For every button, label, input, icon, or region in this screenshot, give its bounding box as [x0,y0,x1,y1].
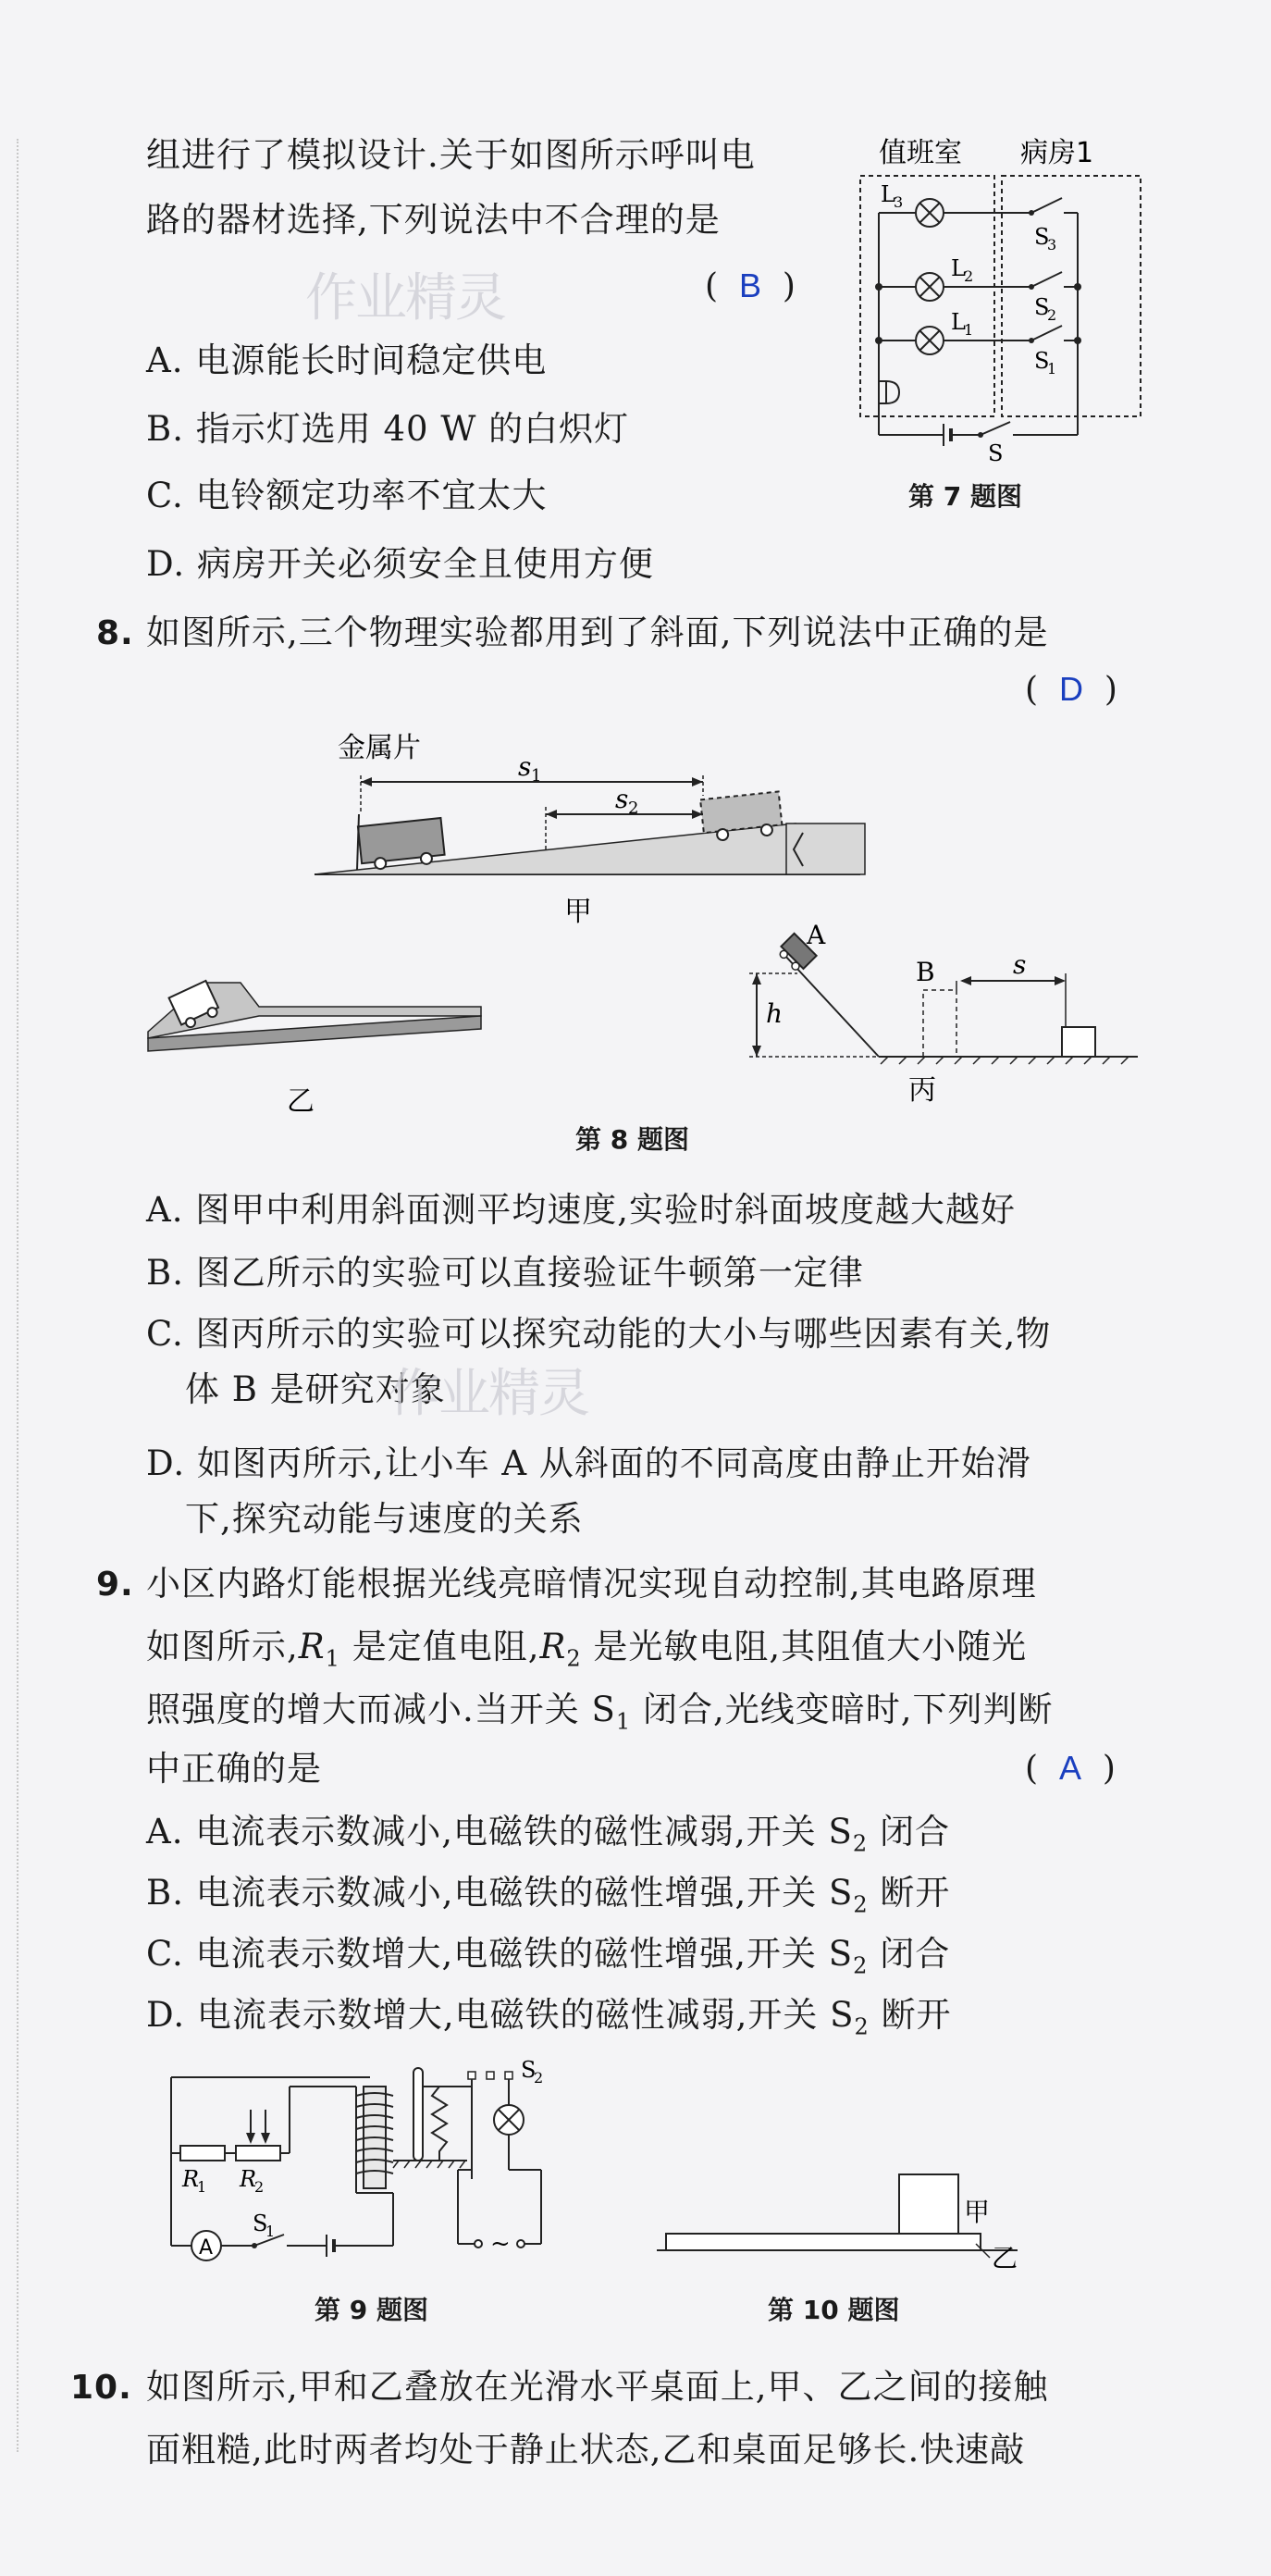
board-yi [666,2234,981,2250]
q7-line2: 路的器材选择,下列说法中不合理的是 [146,200,721,240]
svg-text:B: B [916,957,935,987]
svg-text:h: h [766,998,784,1029]
bing-incline [784,955,879,1057]
q8-answer-letter: D [1058,670,1083,708]
q9-answer: ( A ) [1025,1749,1116,1788]
svg-text:A: A [199,2236,214,2260]
spring [432,2087,447,2161]
figure-7-caption: 第 7 题图 [908,481,1022,512]
svg-text:乙: 乙 [992,2243,1018,2273]
switch-s3-icon [1031,198,1062,213]
svg-text:A: A [807,920,826,950]
resistor-r1 [180,2146,225,2161]
svg-text:S: S [253,2211,268,2236]
svg-text:2: 2 [254,2178,265,2196]
q10-number: 10. [70,2369,132,2407]
armature [413,2068,423,2161]
svg-text:1: 1 [964,321,974,339]
figure-8-yi [139,962,490,1120]
svg-text:2: 2 [964,267,974,285]
bell-icon [879,381,899,403]
svg-text:2: 2 [628,799,639,818]
q8-option-d: D. 如图丙所示,让小车 A 从斜面的不同高度由静止开始滑 [146,1443,1031,1483]
q9-line4: 中正确的是 [146,1749,322,1789]
svg-text:S: S [1034,348,1050,374]
figure-8-jia [305,722,879,935]
switch-s1-icon [1031,326,1062,341]
svg-text:L: L [951,255,966,281]
figure-9-circuit [162,2059,606,2299]
q9-option-d: D. 电流表示数增大,电磁铁的磁性减弱,开关 $S_2$ 断开 [146,1995,952,2040]
label-ward: 病房1 [1020,137,1094,169]
q7-option-a: A. 电源能长时间稳定供电 [146,341,548,380]
svg-text:1: 1 [1047,360,1057,378]
q10-line2: 面粗糙,此时两者均处于静止状态,乙和桌面足够长.快速敲 [146,2430,1026,2470]
watermark-2: 作业精灵 [389,1364,588,1424]
svg-text:3: 3 [894,193,904,211]
svg-text:3: 3 [1047,236,1057,254]
figure-8-caption: 第 8 题图 [575,1124,689,1155]
label-jia: 甲 [564,896,592,928]
q9-option-c: C. 电流表示数增大,电磁铁的磁性增强,开关 $S_2$ 闭合 [146,1934,951,1979]
q7-answer-letter: B [738,266,761,304]
svg-text:1: 1 [531,766,542,786]
metal-plate-label: 金属片 [338,732,421,764]
q8-option-b: B. 图乙所示的实验可以直接验证牛顿第一定律 [146,1253,864,1293]
q7-option-b: B. 指示灯选用 40 W 的白炽灯 [146,409,630,449]
q9-option-b: B. 电流表示数减小,电磁铁的磁性增强,开关 $S_2$ 断开 [146,1873,951,1918]
q9-number: 9. [96,1566,134,1604]
svg-text:R: R [240,2166,257,2192]
svg-text:S: S [1034,294,1050,320]
svg-text:L: L [951,309,966,335]
block-jia [899,2174,958,2234]
q9-line3: 照强度的增大而减小.当开关 $S_1$ 闭合,光线变暗时,下列判断 [146,1690,1054,1735]
svg-text:L: L [881,181,895,207]
svg-text:2: 2 [534,2069,544,2087]
q7-option-d: D. 病房开关必须安全且使用方便 [146,544,654,584]
q7-line1: 组进行了模拟设计.关于如图所示呼叫电 [146,135,756,175]
svg-text:s: s [518,751,532,782]
svg-text:s: s [615,784,629,814]
row-l2 [875,255,1081,324]
q9-option-a: A. 电流表示数减小,电磁铁的磁性减弱,开关 $S_2$ 闭合 [146,1812,950,1857]
margin-guide [17,139,19,2452]
q8-number: 8. [96,614,134,652]
figure-9-caption: 第 9 题图 [315,2295,428,2325]
svg-text:S: S [1034,224,1050,250]
figure-10-caption: 第 10 题图 [768,2295,900,2325]
svg-text:S: S [988,440,1004,463]
q10-line1: 如图所示,甲和乙叠放在光滑水平桌面上,甲、乙之间的接触 [146,2367,1049,2407]
q8-option-c-cont: 体 B 是研究对象 [185,1369,446,1409]
q8-option-d-cont: 下,探究动能与速度的关系 [185,1499,584,1539]
figure-10 [648,2165,1036,2276]
svg-text:1: 1 [265,2223,276,2240]
switch-s2-icon [1031,272,1062,287]
svg-text:~: ~ [490,2230,511,2258]
svg-text:2: 2 [1047,306,1057,324]
q9-answer-letter: A [1058,1749,1081,1787]
figure-7-circuit [851,130,1156,463]
q9-line2: 如图所示$,R_1$ 是定值电阻$,R_2$ 是光敏电阻,其阻值大小随光 [146,1627,1028,1672]
figure-8-bing [740,916,1147,1120]
label-duty-room: 值班室 [879,137,962,169]
support-block [786,824,865,874]
q8-option-c: C. 图丙所示的实验可以探究动能的大小与哪些因素有关,物 [146,1314,1052,1354]
q8-answer: ( D ) [1025,670,1117,709]
svg-text:R: R [182,2166,200,2192]
svg-text:s: s [1013,949,1027,980]
svg-text:S: S [521,2059,537,2083]
svg-text:1: 1 [197,2178,207,2196]
q9-line1: 小区内路灯能根据光线亮暗情况实现自动控制,其电路原理 [146,1564,1037,1604]
metal-plate [357,814,359,870]
block-b [923,990,956,1057]
q8-option-a: A. 图甲中利用斜面测平均速度,实验时斜面坡度越大越好 [146,1190,1017,1230]
row-l3 [879,181,1078,254]
q7-option-c: C. 电铃额定功率不宜太大 [146,476,548,515]
block-target [1062,1027,1095,1057]
main-switch-icon [981,422,1010,435]
q7-answer: ( B ) [705,266,796,305]
label-bing: 丙 [908,1074,936,1107]
label-yi: 乙 [287,1085,315,1118]
photoresistor-r2 [236,2146,280,2161]
watermark: 作业精灵 [305,268,505,328]
q8-stem: 如图所示,三个物理实验都用到了斜面,下列说法中正确的是 [146,613,1049,652]
svg-text:甲: 甲 [964,2197,991,2227]
